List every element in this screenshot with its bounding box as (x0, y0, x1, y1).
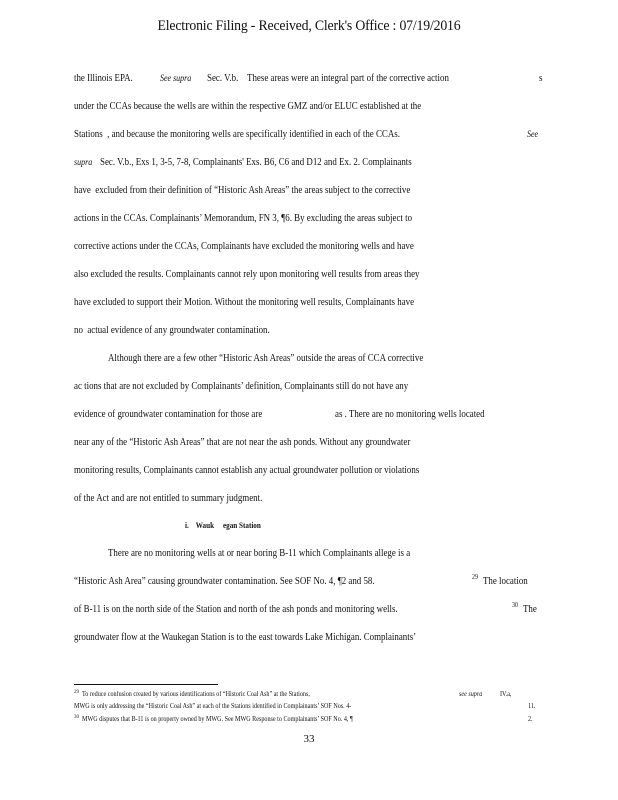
filing-header: Electronic Filing - Received, Clerk's Office : 07/19/2016 (157, 18, 461, 34)
footnote-divider (74, 684, 218, 685)
footnote-ref-30: 30 (512, 601, 518, 609)
footnote-29-number: 29 (74, 689, 79, 695)
p1-line-6: actions in the CCAs. Complainants’ Memorandum, FN 3, ¶6. By excluding the areas subject to (74, 213, 413, 224)
footnote-29-text-a: To reduce confusion created by various identifications of “Historic Coal Ash” at the Stations, (82, 691, 310, 698)
p3-line-3: of B-11 is on the north side of the Station and north of the ash ponds and monitoring wells. (74, 604, 398, 615)
p3-line-3b: The (523, 604, 537, 615)
footnote-30-text-b: 2. (528, 716, 533, 723)
p2-line-6: of the Act and are not entitled to summary judgment. (74, 493, 263, 504)
p1-line-8: also excluded the results. Complainants cannot rely upon monitoring well results from areas they (74, 269, 420, 280)
p1-line-7: corrective actions under the CCAs, Complainants have excluded the monitoring wells and have (74, 241, 414, 252)
footnote-29-text-d: MWG is only addressing the “Historic Coal Ash” at each of the Stations identified in Complainants’ SOF Nos. 4- (74, 703, 352, 710)
p2-line-3a: evidence of groundwater contamination for those are (74, 409, 263, 420)
footnote-30-number: 30 (74, 714, 79, 720)
p2-line-2: ac tions that are not excluded by Complainants’ definition, Complainants still do not have any (74, 381, 409, 392)
p2-line-5: monitoring results, Complainants cannot establish any actual groundwater pollution or violations (74, 465, 420, 476)
p1-line-2: under the CCAs because the wells are within the respective GMZ and/or ELUC established at the (74, 101, 422, 112)
p2-line-1: Although there are a few other “Historic Ash Areas” outside the areas of CCA corrective (108, 353, 424, 364)
p2-line-4: near any of the “Historic Ash Areas” that are not near the ash ponds. Without any groundwater (74, 437, 411, 448)
p1-line-1-see-supra: See supra (160, 74, 192, 84)
p1-line-3-see: See (527, 130, 539, 140)
p1-line-1a: the Illinois EPA. (74, 73, 133, 84)
footnote-29-text-c: IV.a, (500, 691, 512, 698)
p1-line-4b: Sec. V.b., Exs 1, 3-5, 7-8, Complainants' Exs. B6, C6 and D12 and Ex. 2. Complainants (100, 157, 412, 168)
p1-line-10: no actual evidence of any groundwater contamination. (74, 325, 270, 336)
p3-line-4: groundwater flow at the Waukegan Station is to the east towards Lake Michigan. Complainants’ (74, 632, 417, 643)
p2-line-3b: as . There are no monitoring wells located (335, 409, 485, 420)
p1-line-1c: Sec. V.b. These areas were an integral part of the corrective action (207, 73, 449, 84)
p1-line-1d: s (539, 73, 543, 84)
p1-line-3a: Stations , and because the monitoring wells are specifically identified in each of the CCAs. (74, 129, 400, 140)
footnote-30-text-a: MWG disputes that B-11 is on property owned by MWG. See MWG Response to Complainants’ SOF No. 4, ¶ (82, 716, 353, 723)
p1-line-5: have excluded from their definition of “Historic Ash Areas” the areas subject to the corrective (74, 185, 411, 196)
footnote-ref-29: 29 (472, 573, 478, 581)
p3-line-2: “Historic Ash Area” causing groundwater contamination. See SOF No. 4, ¶2 and 58. (74, 576, 375, 587)
page-number: 33 (303, 733, 315, 745)
p3-line-1: There are no monitoring wells at or near boring B-11 which Complainants allege is a (108, 548, 411, 559)
footnote-29-text-e: 11. (528, 703, 536, 710)
footnote-29-see-supra: see supra (459, 691, 483, 698)
p3-line-2b: The location (483, 576, 528, 587)
p1-line-9: have excluded to support their Motion. Without the monitoring well results, Complainants have (74, 297, 415, 308)
p1-line-4-supra: supra (74, 158, 93, 168)
section-heading: i. Wauk egan Station (185, 520, 261, 530)
